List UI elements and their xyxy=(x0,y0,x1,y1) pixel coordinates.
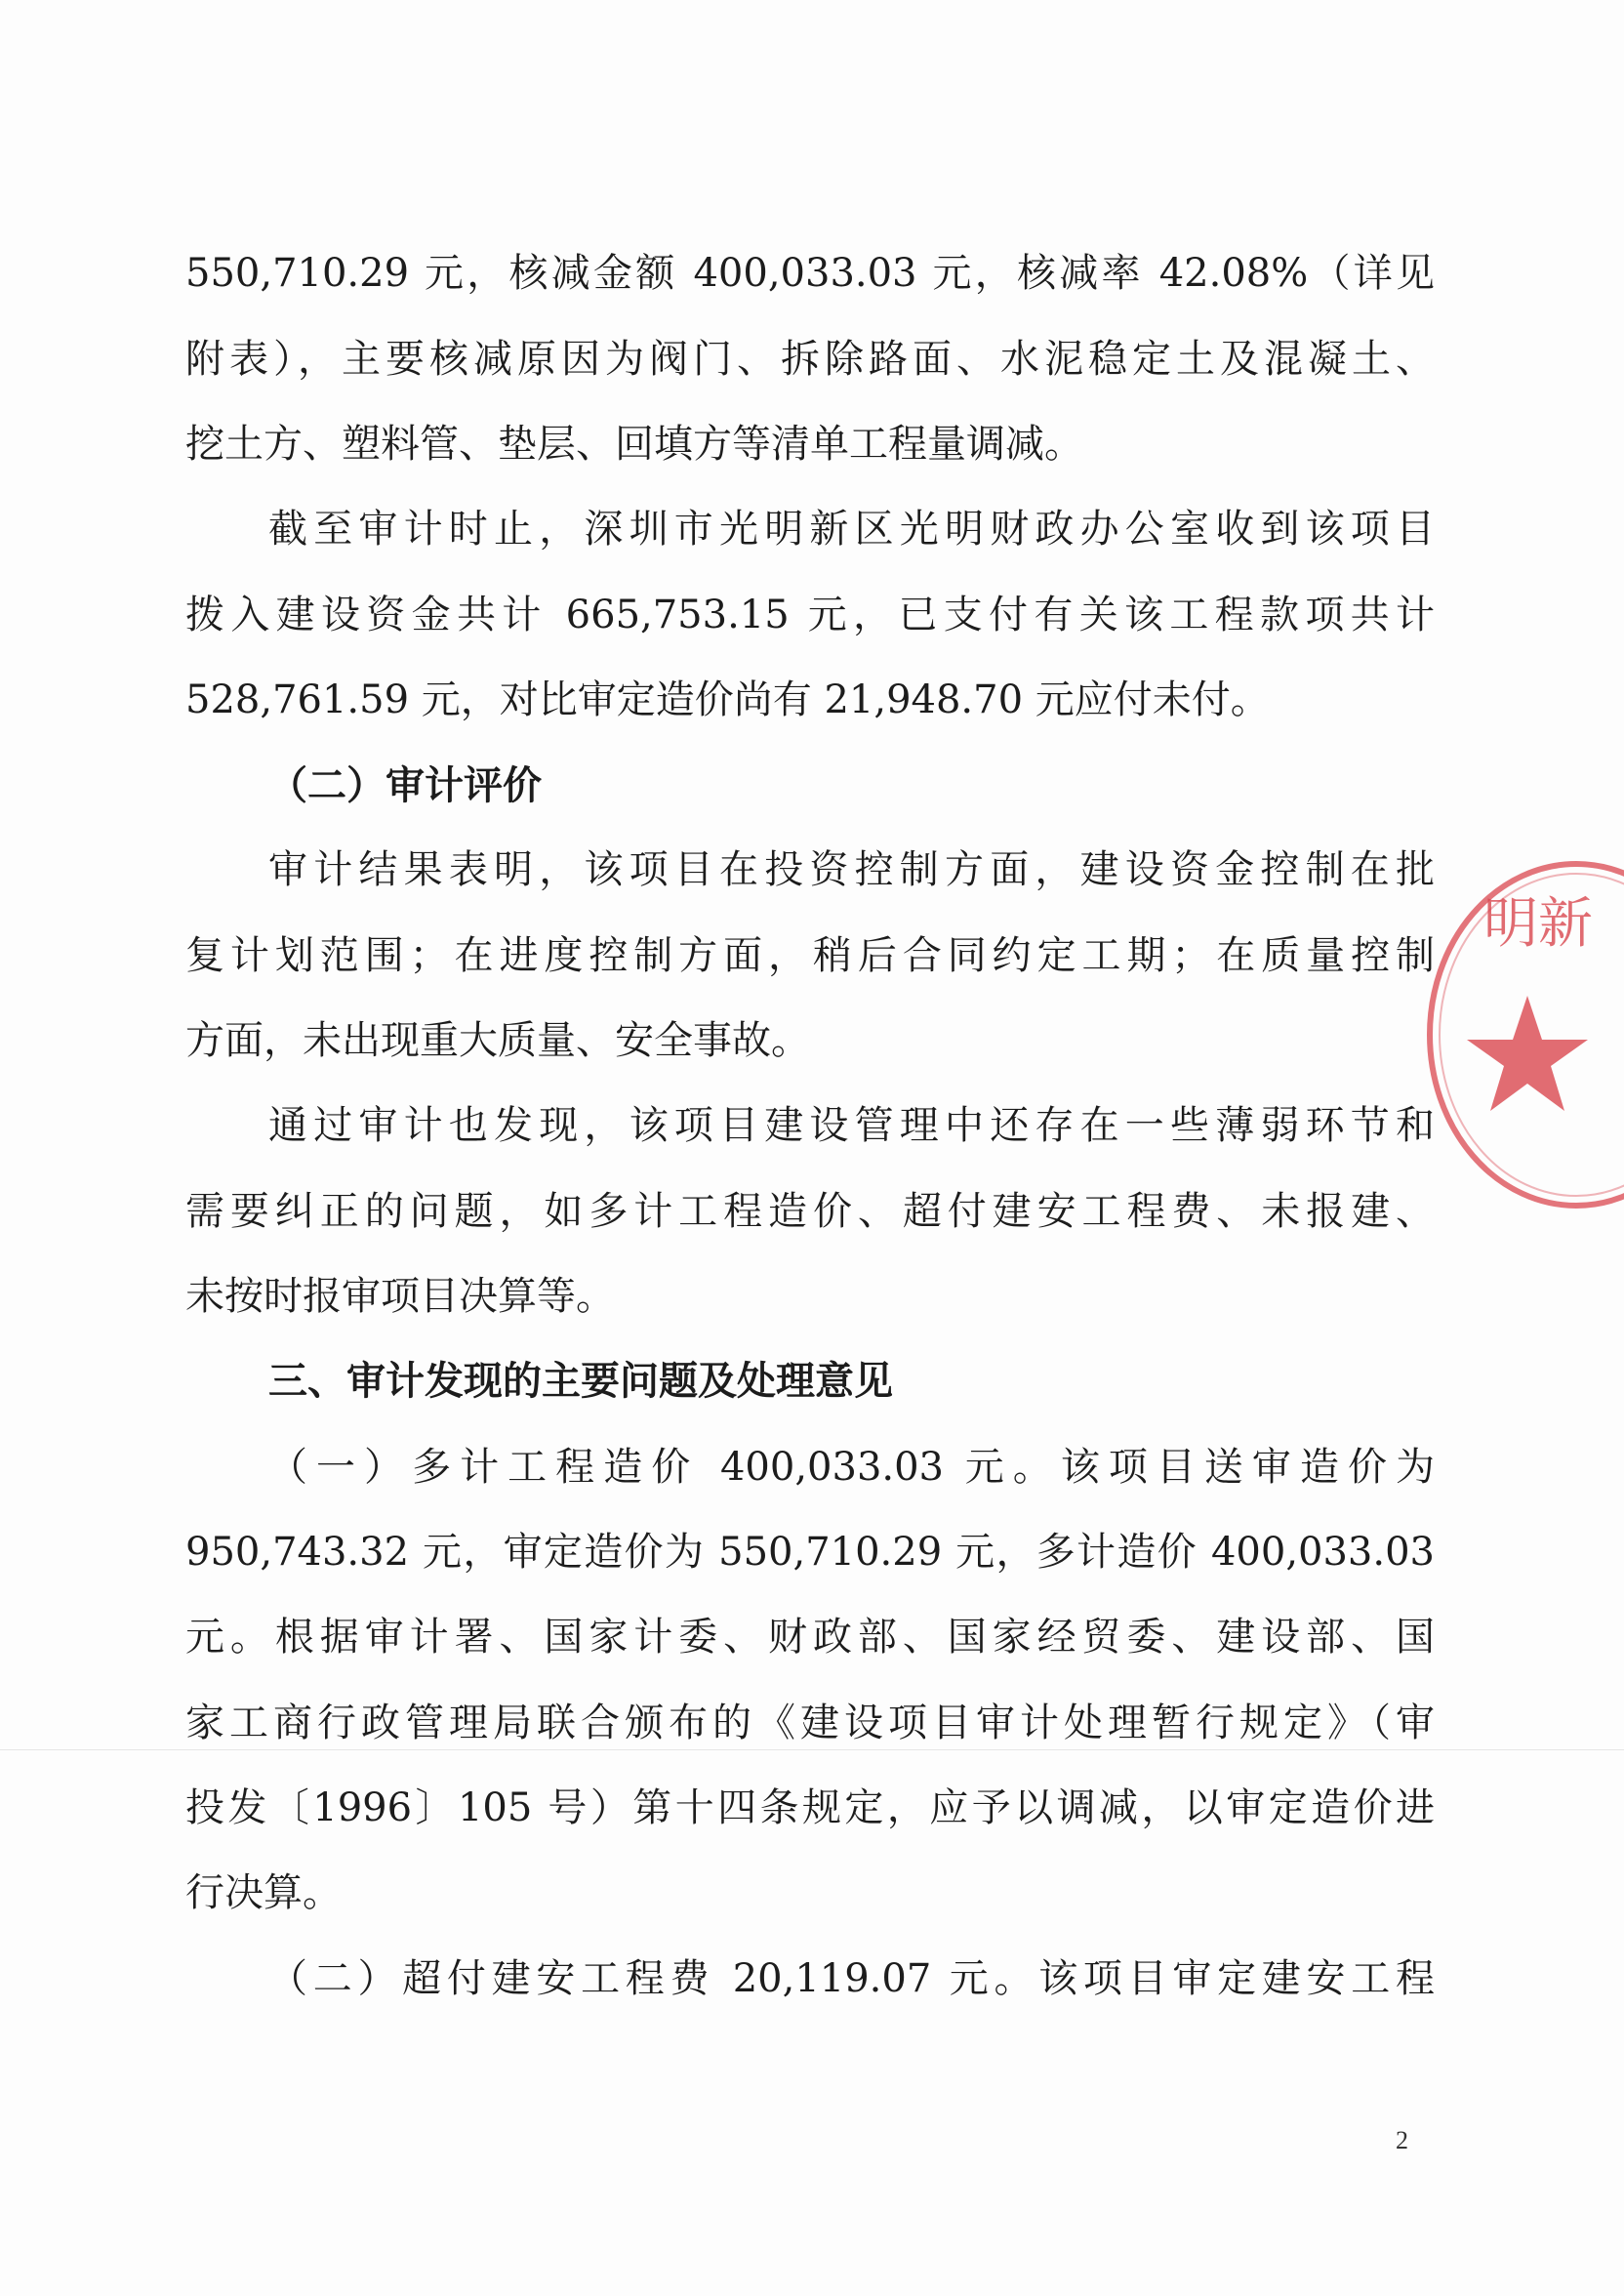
page-number: 2 xyxy=(1396,2126,1408,2154)
body-line: 方面，未出现重大质量、安全事故。 xyxy=(185,1018,810,1063)
body-line: 拨入建设资金共计 665,753.15 元，已支付有关该工程款项共计 xyxy=(185,593,1435,637)
star-icon xyxy=(1467,996,1588,1111)
body-line: 家工商行政管理局联合颁布的《建设项目审计处理暂行规定》（审 xyxy=(185,1701,1435,1745)
body-line: 挖土方、塑料管、垫层、回填方等清单工程量调减。 xyxy=(185,422,1083,467)
body-line: 附表），主要核减原因为阀门、拆除路面、水泥稳定土及混凝土、 xyxy=(185,337,1435,382)
official-seal-stamp xyxy=(1420,849,1624,1220)
body-line: （二）超付建安工程费 20,119.07 元。该项目审定建安工程 xyxy=(268,1956,1435,2001)
body-line: 未按时报审项目决算等。 xyxy=(185,1274,615,1319)
body-line: 行决算。 xyxy=(185,1870,342,1915)
body-line: 元。根据审计署、国家计委、财政部、国家经贸委、建设部、国 xyxy=(185,1615,1435,1660)
body-line: 950,743.32 元，审定造价为 550,710.29 元，多计造价 400,033.03 xyxy=(185,1530,1435,1575)
body-line: 审计结果表明，该项目在投资控制方面，建设资金控制在批 xyxy=(268,847,1435,892)
body-line: 550,710.29 元，核减金额 400,033.03 元，核减率 42.08%（详见 xyxy=(185,251,1435,296)
body-line: 复计划范围；在进度控制方面，稍后合同约定工期；在质量控制 xyxy=(185,933,1435,978)
section-subheading: （二）审计评价 xyxy=(268,763,542,808)
body-line: 截至审计时止，深圳市光明新区光明财政办公室收到该项目 xyxy=(268,507,1435,552)
section-heading: 三、审计发现的主要问题及处理意见 xyxy=(268,1359,893,1404)
body-line: 投发〔1996〕105 号）第十四条规定，应予以调减，以审定造价进 xyxy=(185,1785,1435,1830)
body-line: 528,761.59 元，对比审定造价尚有 21,948.70 元应付未付。 xyxy=(185,677,1270,722)
body-line: 通过审计也发现，该项目建设管理中还存在一些薄弱环节和 xyxy=(268,1103,1435,1148)
scan-artifact-line xyxy=(0,1749,1624,1750)
seal-text: 明新 xyxy=(1483,892,1593,956)
body-line: （一）多计工程造价 400,033.03 元。该项目送审造价为 xyxy=(268,1445,1435,1490)
body-line: 需要纠正的问题，如多计工程造价、超付建安工程费、未报建、 xyxy=(185,1189,1435,1234)
